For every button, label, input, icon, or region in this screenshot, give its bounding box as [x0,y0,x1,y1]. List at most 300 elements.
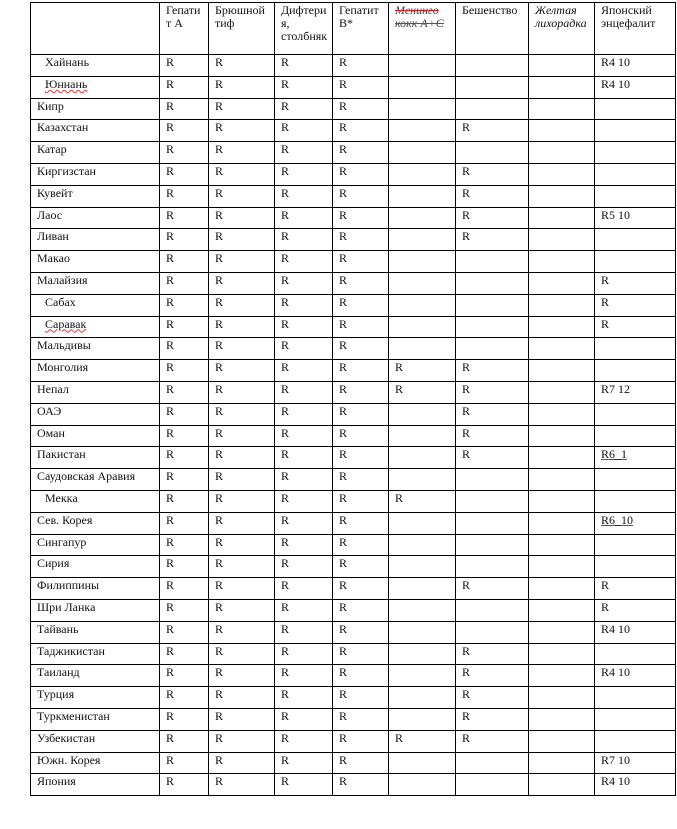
cell-meningococcus [389,55,456,77]
cell-value: R [281,76,290,91]
cell-value: R [166,469,175,484]
country-name: Кипр [37,98,64,113]
cell-diphtheria-tetanus [275,490,333,512]
table-row [31,185,676,207]
cell-value: R [215,447,224,462]
cell-value: R7 12 [601,381,631,396]
header-row [31,3,676,55]
cell-value: R [215,207,224,222]
cell-diphtheria-tetanus [275,665,333,687]
table-row [31,490,676,512]
cell-value: R [166,599,175,614]
country-name: Оман [37,425,65,440]
cell-value: R [339,599,348,614]
cell-yellow-fever [529,272,595,294]
country-cell [31,534,160,556]
cell-japanese-encephalitis [595,403,676,425]
cell-value: R [166,708,175,723]
cell-hepatitis-b [333,120,389,142]
country-name: Монголия [37,360,89,375]
cell-value: R [395,381,404,396]
cell-hepatitis-b [333,142,389,164]
cell-value: R [339,665,348,680]
cell-value: R [339,316,348,331]
cell-hepatitis-a [160,316,209,338]
cell-hepatitis-b [333,730,389,752]
cell-rabies [456,98,529,120]
country-name: Япония [37,774,76,789]
cell-yellow-fever [529,643,595,665]
table-row [31,708,676,730]
cell-hepatitis-a [160,621,209,643]
country-name: Тайвань [37,621,79,636]
cell-typhoid [209,599,275,621]
cell-hepatitis-b [333,621,389,643]
cell-diphtheria-tetanus [275,207,333,229]
cell-hepatitis-a [160,534,209,556]
cell-diphtheria-tetanus [275,469,333,491]
cell-yellow-fever [529,360,595,382]
country-cell [31,621,160,643]
cell-japanese-encephalitis [595,578,676,600]
country-cell [31,316,160,338]
cell-value: R [166,512,175,527]
cell-hepatitis-a [160,338,209,360]
cell-value: R [215,490,224,505]
cell-rabies [456,163,529,185]
cell-diphtheria-tetanus [275,534,333,556]
cell-hepatitis-b [333,752,389,774]
cell-japanese-encephalitis [595,98,676,120]
country-name: ОАЭ [37,403,62,418]
cell-hepatitis-a [160,730,209,752]
cell-value: R [281,207,290,222]
cell-japanese-encephalitis [595,643,676,665]
country-name: Кувейт [37,185,73,200]
table-row [31,294,676,316]
cell-meningococcus [389,687,456,709]
cell-hepatitis-b [333,381,389,403]
cell-value: R6_10 [601,512,634,527]
cell-meningococcus [389,403,456,425]
cell-hepatitis-b [333,578,389,600]
cell-hepatitis-a [160,447,209,469]
cell-typhoid [209,55,275,77]
table-row [31,229,676,251]
cell-value: R [601,272,610,287]
cell-value: R [215,708,224,723]
cell-value: R [462,687,471,702]
table-row [31,469,676,491]
cell-rabies [456,294,529,316]
country-name: Пакистан [37,447,86,462]
cell-value: R [281,730,290,745]
cell-typhoid [209,534,275,556]
cell-typhoid [209,381,275,403]
cell-yellow-fever [529,338,595,360]
cell-meningococcus [389,229,456,251]
cell-value: R [462,120,471,135]
cell-hepatitis-b [333,447,389,469]
cell-hepatitis-a [160,469,209,491]
cell-value: R [215,774,224,789]
cell-meningococcus [389,98,456,120]
cell-rabies [456,316,529,338]
table-row [31,403,676,425]
cell-meningococcus [389,447,456,469]
header-yellow-fever: Желтая лихорадка [529,3,595,55]
cell-value: R [339,752,348,767]
country-cell [31,708,160,730]
cell-meningococcus [389,556,456,578]
cell-value: R [281,272,290,287]
cell-japanese-encephalitis [595,490,676,512]
cell-hepatitis-b [333,163,389,185]
table-row [31,251,676,273]
cell-japanese-encephalitis [595,294,676,316]
cell-yellow-fever [529,687,595,709]
country-name: Сингапур [37,534,87,549]
cell-diphtheria-tetanus [275,55,333,77]
cell-value: R [339,98,348,113]
cell-value: R [339,207,348,222]
cell-value: R [166,774,175,789]
cell-japanese-encephalitis [595,730,676,752]
cell-hepatitis-a [160,120,209,142]
cell-value: R [281,425,290,440]
table-row [31,360,676,382]
cell-typhoid [209,708,275,730]
cell-diphtheria-tetanus [275,120,333,142]
cell-value: R [166,752,175,767]
cell-value: R [215,469,224,484]
cell-meningococcus [389,120,456,142]
cell-value: R [462,643,471,658]
country-cell [31,185,160,207]
cell-typhoid [209,752,275,774]
country-name: Малайзия [37,272,88,287]
table-row [31,730,676,752]
cell-value: R [281,142,290,157]
cell-rabies [456,403,529,425]
cell-japanese-encephalitis [595,752,676,774]
cell-diphtheria-tetanus [275,599,333,621]
cell-japanese-encephalitis [595,556,676,578]
cell-value: R [339,730,348,745]
cell-value: R [215,98,224,113]
table-row [31,142,676,164]
cell-yellow-fever [529,469,595,491]
cell-value: R [166,578,175,593]
cell-meningococcus [389,621,456,643]
cell-yellow-fever [529,621,595,643]
cell-typhoid [209,643,275,665]
cell-japanese-encephalitis [595,665,676,687]
cell-value: R [281,316,290,331]
cell-japanese-encephalitis [595,120,676,142]
cell-value: R [215,76,224,91]
cell-diphtheria-tetanus [275,316,333,338]
cell-hepatitis-b [333,425,389,447]
cell-value: R [281,120,290,135]
country-name: Непал [37,381,69,396]
cell-meningococcus [389,730,456,752]
cell-typhoid [209,207,275,229]
cell-value: R [166,730,175,745]
cell-value: R [281,752,290,767]
cell-value: R [462,665,471,680]
cell-value: R [166,425,175,440]
cell-rabies [456,490,529,512]
cell-rabies [456,207,529,229]
cell-value: R [339,251,348,266]
country-name: Саравак [45,316,87,331]
cell-yellow-fever [529,76,595,98]
country-cell [31,469,160,491]
cell-value: R [281,98,290,113]
cell-hepatitis-b [333,534,389,556]
cell-diphtheria-tetanus [275,578,333,600]
cell-value: R [281,163,290,178]
cell-typhoid [209,578,275,600]
cell-rabies [456,599,529,621]
country-cell [31,98,160,120]
country-name: Таиланд [37,665,80,680]
cell-japanese-encephalitis [595,207,676,229]
cell-value: R [166,120,175,135]
cell-yellow-fever [529,490,595,512]
cell-value: R [339,447,348,462]
table-row [31,76,676,98]
cell-value: R [281,229,290,244]
table-row [31,599,676,621]
header-hepatitis-b: Гепатит В* [333,3,389,55]
cell-meningococcus [389,643,456,665]
cell-value: R [339,185,348,200]
cell-value: R [339,163,348,178]
cell-diphtheria-tetanus [275,381,333,403]
country-name: Макао [37,251,70,266]
cell-rabies [456,556,529,578]
cell-value: R [166,142,175,157]
cell-diphtheria-tetanus [275,360,333,382]
cell-value: R [215,403,224,418]
table-row [31,774,676,796]
cell-value: R [215,120,224,135]
cell-value: R [339,578,348,593]
cell-hepatitis-a [160,163,209,185]
cell-diphtheria-tetanus [275,621,333,643]
cell-hepatitis-b [333,512,389,534]
country-name: Узбекистан [37,730,96,745]
cell-value: R [281,185,290,200]
country-name: Сирия [37,556,70,571]
cell-typhoid [209,556,275,578]
cell-value: R [339,272,348,287]
cell-hepatitis-a [160,76,209,98]
cell-hepatitis-a [160,381,209,403]
cell-yellow-fever [529,316,595,338]
cell-value: R [215,142,224,157]
cell-hepatitis-b [333,272,389,294]
country-name: Казахстан [37,120,89,135]
cell-value: R [395,360,404,375]
country-cell [31,447,160,469]
country-name: Киргизстан [37,163,96,178]
cell-typhoid [209,338,275,360]
cell-value: R [281,294,290,309]
cell-meningococcus [389,294,456,316]
cell-value: R [462,578,471,593]
cell-meningococcus [389,774,456,796]
cell-diphtheria-tetanus [275,708,333,730]
cell-value: R [166,665,175,680]
cell-meningococcus [389,272,456,294]
cell-value: R4 10 [601,665,631,680]
cell-rabies [456,730,529,752]
cell-typhoid [209,512,275,534]
cell-diphtheria-tetanus [275,251,333,273]
cell-typhoid [209,447,275,469]
cell-japanese-encephalitis [595,469,676,491]
cell-value: R [601,599,610,614]
cell-value: R [601,294,610,309]
cell-meningococcus [389,708,456,730]
cell-value: R [166,251,175,266]
cell-hepatitis-b [333,490,389,512]
cell-yellow-fever [529,665,595,687]
cell-meningococcus [389,490,456,512]
table-row [31,643,676,665]
country-cell [31,425,160,447]
cell-diphtheria-tetanus [275,229,333,251]
table-row [31,316,676,338]
cell-hepatitis-b [333,229,389,251]
cell-value: R [339,403,348,418]
cell-japanese-encephalitis [595,447,676,469]
cell-japanese-encephalitis [595,381,676,403]
cell-diphtheria-tetanus [275,643,333,665]
cell-typhoid [209,621,275,643]
cell-rabies [456,534,529,556]
country-cell [31,490,160,512]
cell-meningococcus [389,338,456,360]
cell-value: R [462,403,471,418]
cell-typhoid [209,272,275,294]
cell-hepatitis-a [160,142,209,164]
cell-value: R [462,425,471,440]
cell-value: R [601,578,610,593]
cell-value: R [166,687,175,702]
cell-value: R [281,708,290,723]
cell-value: R [215,599,224,614]
table-row [31,425,676,447]
cell-value: R [281,403,290,418]
table-row [31,207,676,229]
cell-value: R [166,534,175,549]
cell-yellow-fever [529,229,595,251]
cell-value: R [215,316,224,331]
cell-typhoid [209,469,275,491]
cell-rabies [456,774,529,796]
cell-value: R [215,730,224,745]
cell-meningococcus [389,752,456,774]
country-cell [31,381,160,403]
cell-typhoid [209,120,275,142]
cell-value: R4 10 [601,76,631,91]
cell-hepatitis-b [333,76,389,98]
table-row [31,556,676,578]
cell-japanese-encephalitis [595,76,676,98]
cell-hepatitis-b [333,207,389,229]
table-row [31,534,676,556]
cell-meningococcus [389,207,456,229]
country-name: Южн. Корея [37,752,101,767]
cell-japanese-encephalitis [595,272,676,294]
country-cell [31,76,160,98]
cell-value: R [339,687,348,702]
cell-value: R [281,621,290,636]
cell-value: R [166,185,175,200]
cell-typhoid [209,251,275,273]
cell-rabies [456,643,529,665]
table-row [31,338,676,360]
cell-value: R [281,687,290,702]
table-row [31,120,676,142]
cell-hepatitis-a [160,708,209,730]
cell-yellow-fever [529,98,595,120]
cell-value: R [601,316,610,331]
cell-diphtheria-tetanus [275,163,333,185]
header-hepatitis-a: Гепати т А [160,3,209,55]
country-cell [31,142,160,164]
cell-yellow-fever [529,185,595,207]
cell-value: R [339,643,348,658]
cell-value: R [462,163,471,178]
country-cell [31,272,160,294]
cell-diphtheria-tetanus [275,425,333,447]
cell-value: R [462,360,471,375]
table-row [31,447,676,469]
cell-hepatitis-a [160,294,209,316]
cell-meningococcus [389,360,456,382]
country-name: Мекка [45,490,78,505]
cell-hepatitis-a [160,599,209,621]
cell-value: R [339,294,348,309]
cell-value: R [166,403,175,418]
country-cell [31,599,160,621]
cell-value: R [339,556,348,571]
cell-meningococcus [389,665,456,687]
cell-hepatitis-a [160,643,209,665]
cell-yellow-fever [529,708,595,730]
cell-hepatitis-b [333,687,389,709]
cell-hepatitis-a [160,490,209,512]
country-name: Сев. Корея [37,512,93,527]
cell-japanese-encephalitis [595,338,676,360]
cell-value: R [215,534,224,549]
header-japanese-encephalitis: Японский энцефалит [595,3,676,55]
table-row [31,163,676,185]
cell-yellow-fever [529,447,595,469]
cell-value: R [215,360,224,375]
cell-rabies [456,251,529,273]
cell-value: R [339,534,348,549]
cell-rabies [456,76,529,98]
cell-meningococcus [389,578,456,600]
country-name: Туркменистан [37,708,110,723]
table-body [31,55,676,796]
